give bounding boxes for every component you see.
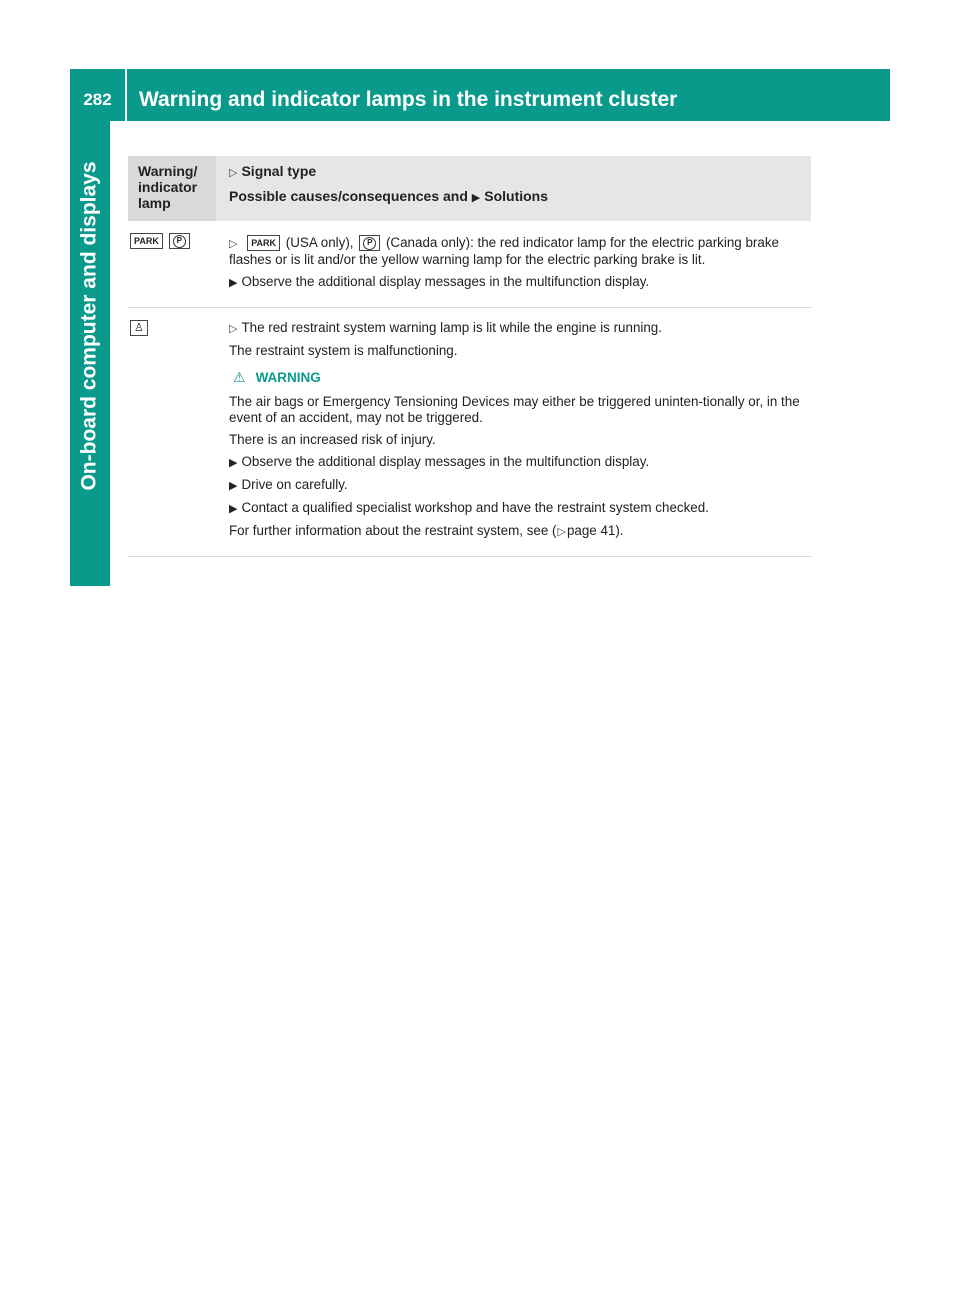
page-header: [70, 69, 890, 121]
warning-heading: ⚠ WARNING: [233, 369, 321, 385]
section-label: On-board computer and displays: [78, 161, 101, 491]
triangle-right-icon: ▷: [229, 238, 238, 250]
page-reference-link[interactable]: page 41).: [566, 523, 624, 538]
header-main-col: [216, 156, 811, 221]
content-cell: ▷ PARK (USA only), P (Canada only): the red indicator lamp for the electric parking brake flashes or is lit and/or the yellow warning lamp for the electric parking brake is lit. ▶ Observe the additional display messages in the multifunction display.: [229, 235, 779, 289]
header-solutions: Solutions: [484, 188, 549, 204]
lamp-table: [128, 156, 811, 557]
arrow-right-icon: ▶: [471, 192, 481, 204]
table-row: [128, 221, 811, 308]
header-causes: Possible causes/consequences and: [229, 188, 468, 204]
arrow-right-icon: ▶: [229, 480, 238, 492]
restraint-system-icon: ♙: [130, 320, 148, 336]
section-label-container: [70, 121, 110, 531]
p-lamp-icon: P: [359, 235, 380, 251]
lamp-cell: [128, 308, 216, 556]
p-lamp-icon: P: [169, 233, 190, 249]
triangle-right-icon: ▷: [229, 323, 238, 335]
table-row: [128, 308, 811, 557]
park-lamp-icon: PARK: [130, 233, 163, 249]
lamp-cell: [128, 221, 216, 307]
park-lamp-icon: PARK: [247, 235, 280, 251]
warning-triangle-icon: ⚠: [233, 369, 246, 385]
arrow-right-icon: ▶: [229, 457, 238, 469]
content-cell: ▷ The red restraint system warning lamp is lit while the engine is running. The restraint system is malfunctioning. ⚠ WARNING The air bags or Emergency Tensioning Devices may either be triggered uninten-tionally or, in the event of an accident, may not be triggered. There is an increased risk of injury. ▶ Observe the additional display messages in the multifunction display. ▶ Drive on carefully. ▶ Contact a qualified specialist workshop and have the restraint system checked. For further information about the restraint system, see (▷page 41).: [216, 308, 811, 556]
header-signal-type: Signal type: [241, 163, 317, 179]
table-header: [128, 156, 811, 221]
header-lamp-col: Warning/ indicator lamp: [128, 156, 216, 221]
triangle-right-icon: ▷: [557, 526, 566, 538]
arrow-right-icon: ▶: [229, 503, 238, 515]
arrow-right-icon: ▶: [229, 277, 238, 289]
page-title: Warning and indicator lamps in the instrument cluster: [139, 88, 678, 111]
page-number: 282: [70, 69, 127, 121]
triangle-right-icon: ▷: [229, 167, 238, 179]
